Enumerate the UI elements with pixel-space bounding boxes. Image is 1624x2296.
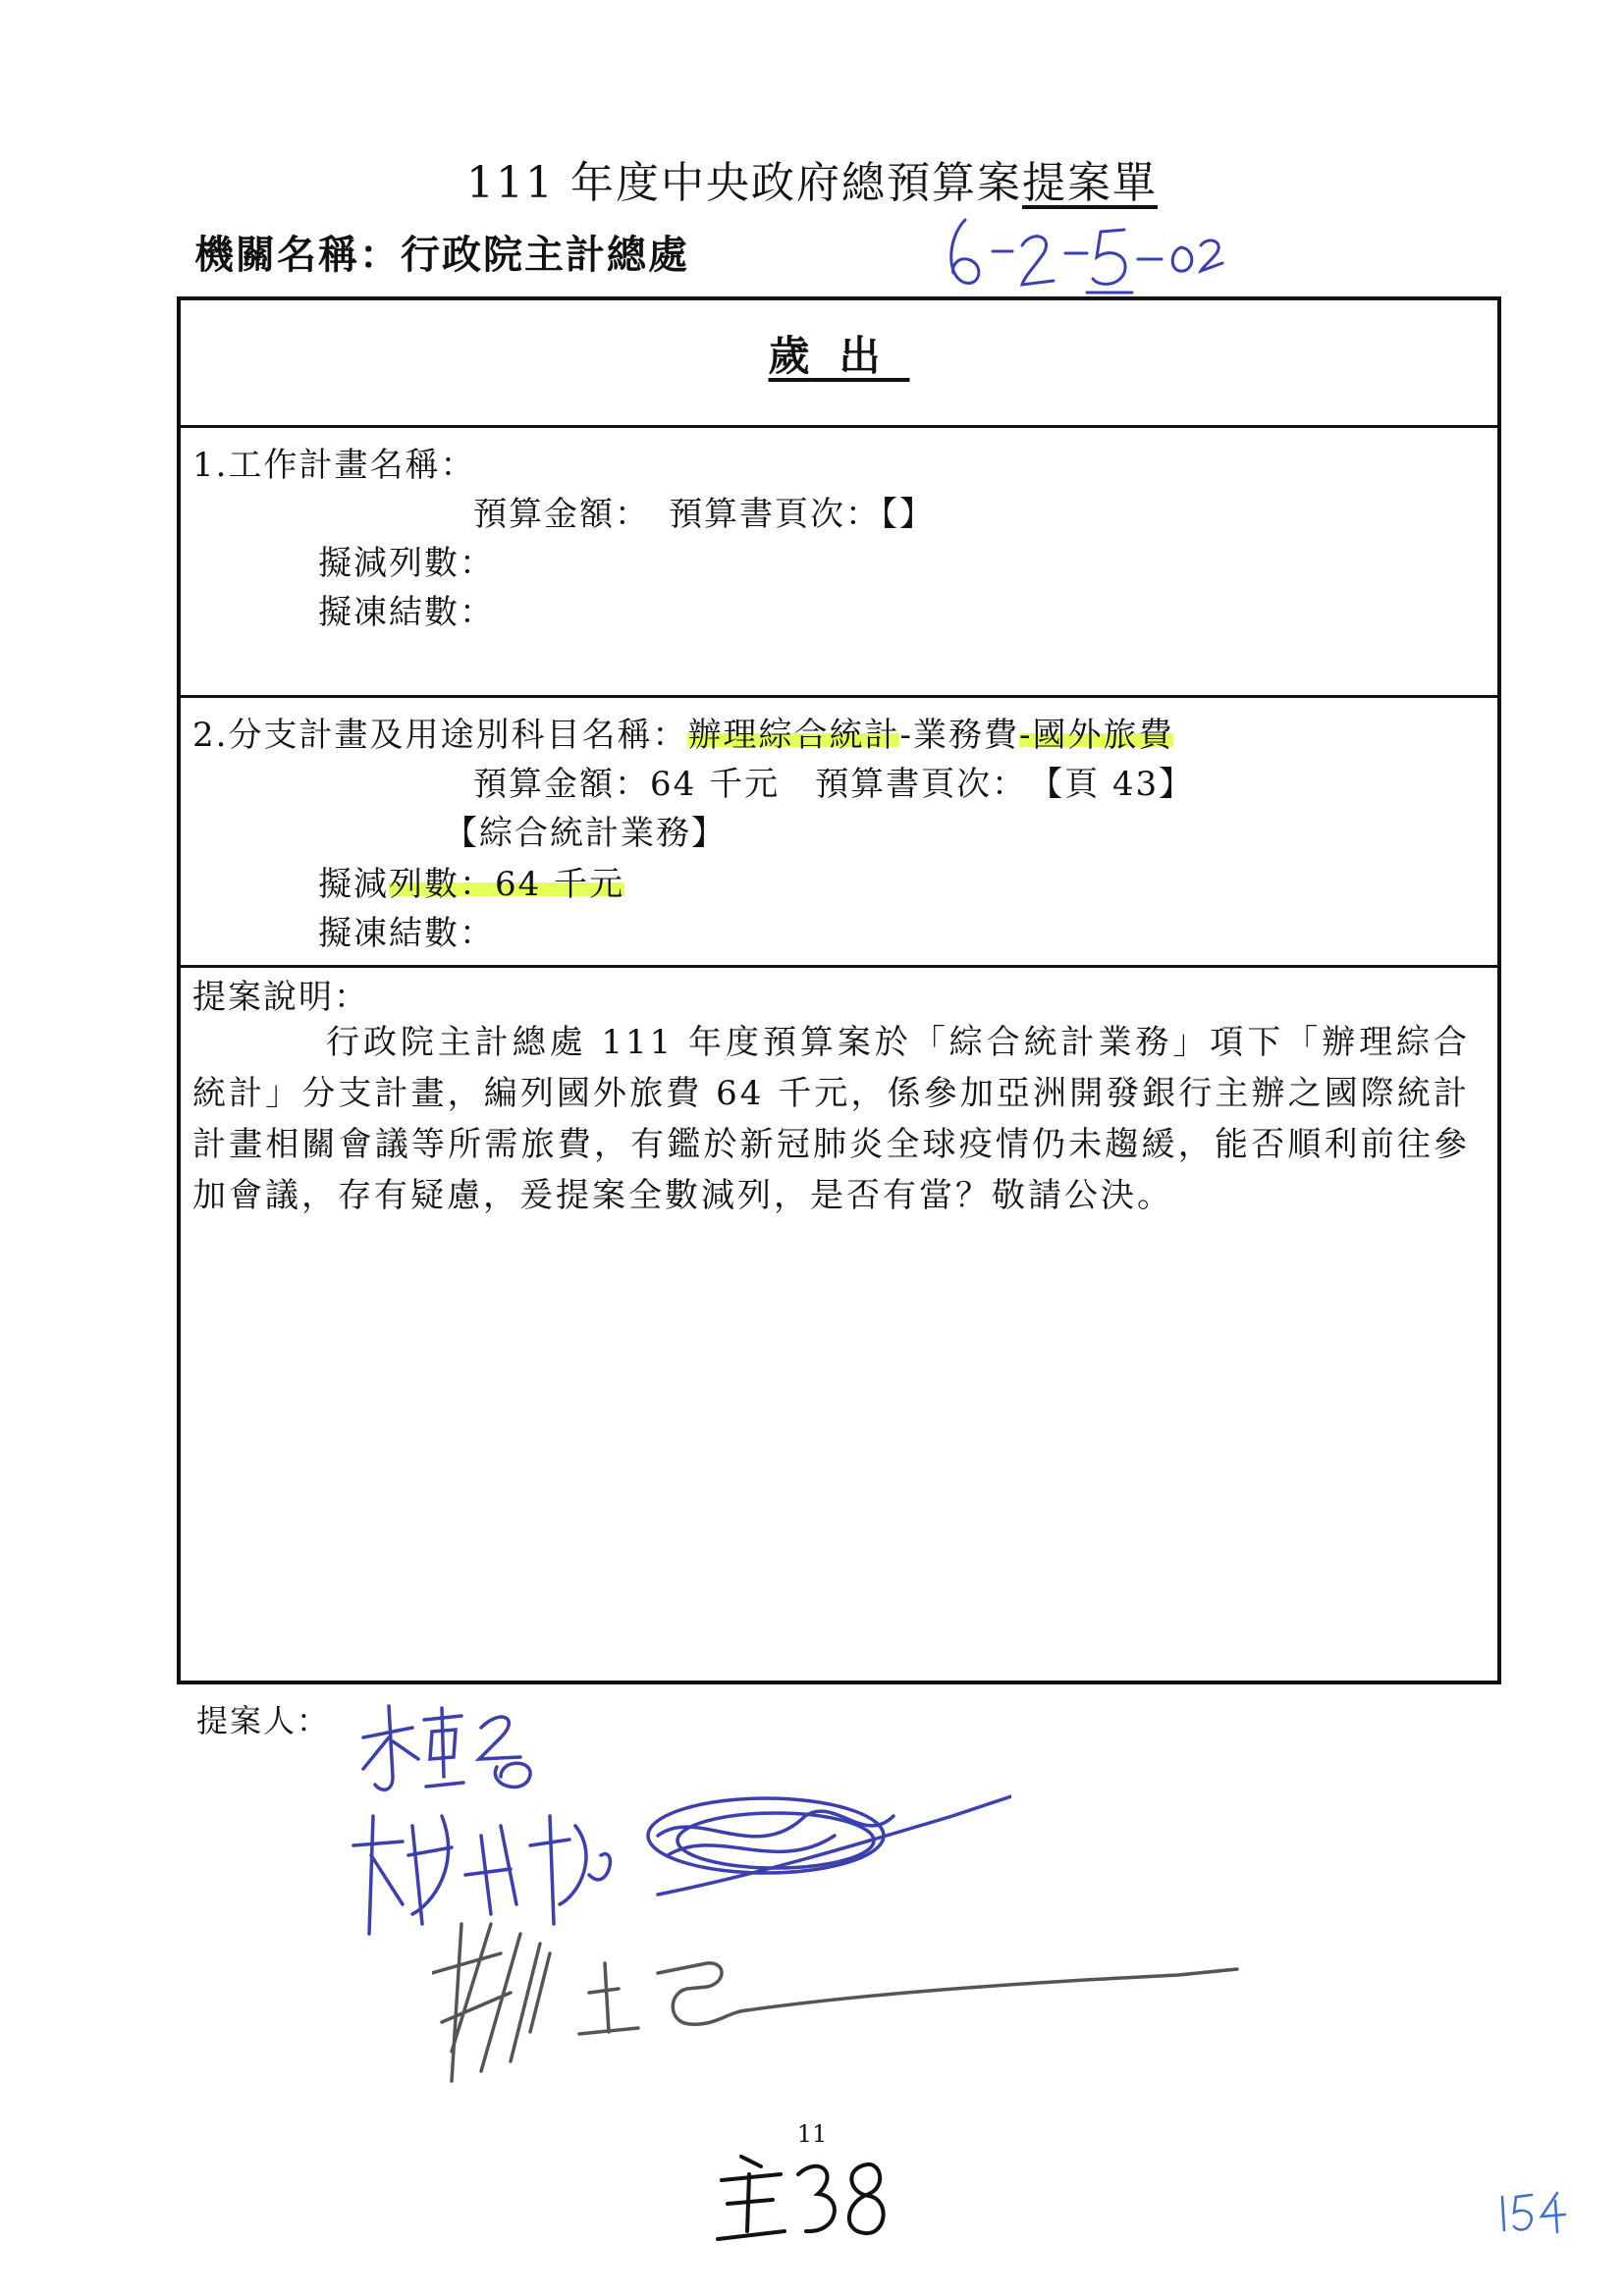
proposer-label: 提案人：	[196, 1702, 331, 1739]
sub-plan-prefix: 2.分支計畫及用途別科目名稱：	[192, 716, 688, 755]
item2-freeze-label: 擬凍結數：	[318, 914, 495, 953]
agency-name: 機關名稱：行政院主計總處	[194, 233, 689, 278]
sub-plan-highlight-2: 國外旅費	[1032, 716, 1174, 755]
handwritten-code	[938, 208, 1232, 296]
explanation-text: 行政院主計總處 111 年度預算案於「綜合統計業務」項下「辦理綜合統計」分支計畫，編列國外旅費 64 千元，係參加亞洲開發銀行主辦之國際統計計畫相關會議等所需旅費，有鑑於新冠肺炎全球疫情仍未趨緩，能否順利前往參加會議，存有疑慮，爰提案全數減列，是否有當？敬請公決。	[192, 1023, 1470, 1215]
item2-cut-label: 擬減	[318, 865, 389, 904]
sub-plan-sep-1: -業務費	[899, 716, 1019, 755]
item1-cut-label: 擬減列數：	[318, 544, 495, 583]
sub-plan-sep-2: -	[1018, 716, 1033, 755]
explanation-heading: 提案說明：	[192, 978, 369, 1017]
handwritten-corner-number	[1492, 2187, 1571, 2236]
explanation-section	[181, 968, 1497, 1681]
item2-budget-line: 預算金額：64 千元 預算書頁次： 【頁 43】	[473, 765, 1195, 804]
sub-plan-highlight-1: 辦理綜合統計	[687, 716, 900, 755]
signature-3	[432, 1914, 1316, 2091]
work-plan-name: 1.工作計畫名稱：	[192, 446, 476, 485]
document-title	[0, 147, 1624, 210]
sub-plan-name	[192, 708, 1173, 756]
item1-budget-line: 預算金額： 預算書頁次：【】	[473, 495, 935, 534]
item2-cut-line	[318, 857, 624, 905]
handwritten-bottom-number	[712, 2145, 898, 2253]
page-number: 11	[796, 2120, 828, 2148]
explanation-body	[192, 1017, 1470, 1221]
title-main: 111 年度中央政府總預算案	[466, 158, 1022, 208]
section-title: 歲出	[768, 332, 910, 380]
item1-freeze-label: 擬凍結數：	[318, 593, 495, 632]
item-2	[181, 698, 1497, 968]
item2-program-line: 【綜合統計業務】	[444, 814, 727, 853]
proposal-form	[177, 296, 1501, 1684]
item-1	[181, 428, 1497, 698]
item2-cut-value: 列數：64 千元	[389, 865, 625, 904]
section-header	[181, 300, 1497, 428]
title-underlined: 提案單	[1021, 158, 1158, 208]
